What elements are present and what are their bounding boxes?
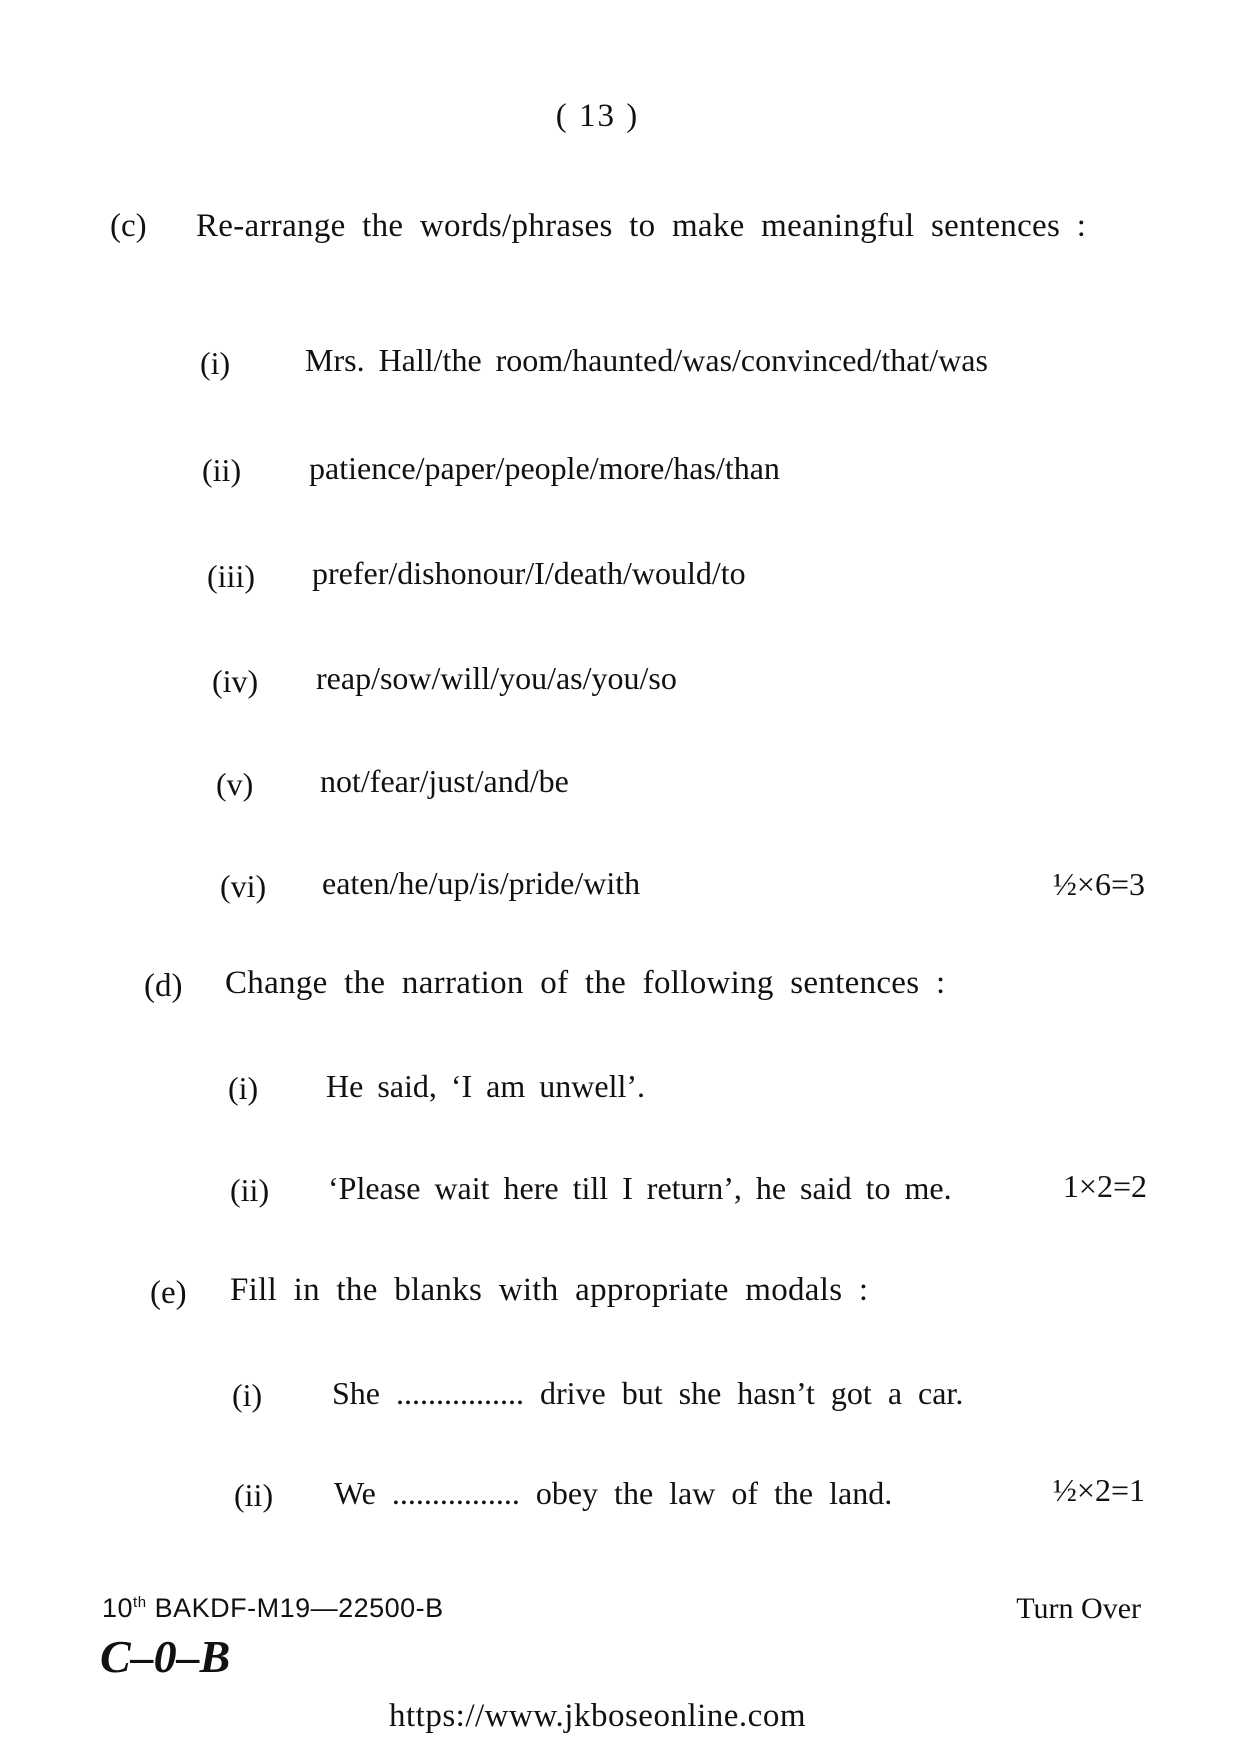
series-code: C–0–B <box>100 1631 231 1682</box>
item-d-i-label: (i) <box>228 1070 259 1106</box>
paper-code-prefix: 10 <box>102 1593 134 1623</box>
section-d-label: (d) <box>144 968 183 1004</box>
section-e-label: (e) <box>150 1275 187 1311</box>
item-c-iii-label: (iii) <box>207 558 255 594</box>
item-c-i-label: (i) <box>200 345 231 381</box>
section-d-instruction: Change the narration of the following sentences : <box>225 965 946 1001</box>
section-c-label: (c) <box>110 208 147 244</box>
item-c-v-text: not/fear/just/and/be <box>320 763 569 799</box>
item-d-ii-label: (ii) <box>230 1172 270 1208</box>
item-c-vi-text: eaten/he/up/is/pride/with <box>322 865 641 901</box>
item-e-ii-text: We ................ obey the law of the land. <box>334 1475 893 1511</box>
item-c-vi-label: (vi) <box>220 868 267 904</box>
item-d-ii-text: ‘Please wait here till I return’, he said to me. <box>328 1170 952 1206</box>
item-e-ii-label: (ii) <box>234 1477 274 1513</box>
paper-code <box>102 1593 444 1624</box>
item-c-iii-text: prefer/dishonour/I/death/would/to <box>312 555 746 591</box>
section-e-marks: ½×2=1 <box>1052 1472 1145 1508</box>
item-e-i-label: (i) <box>232 1377 263 1413</box>
item-c-ii-label: (ii) <box>202 452 242 488</box>
item-c-iv-label: (iv) <box>212 663 259 699</box>
section-e-instruction: Fill in the blanks with appropriate modals : <box>230 1272 869 1308</box>
website-url: https://www.jkboseonline.com <box>389 1698 806 1734</box>
section-c-marks: ½×6=3 <box>1052 866 1145 902</box>
section-c-instruction: Re-arrange the words/phrases to make meaningful sentences : <box>196 208 1087 244</box>
item-c-i-text: Mrs. Hall/the room/haunted/was/convinced/that/was <box>305 342 988 378</box>
item-e-i-text: She ................ drive but she hasn’t got a car. <box>332 1375 964 1411</box>
item-c-v-label: (v) <box>216 766 254 802</box>
section-d-marks: 1×2=2 <box>1062 1168 1147 1204</box>
paper-code-rest: BAKDF-M19—22500-B <box>146 1593 444 1623</box>
page-number: ( 13 ) <box>555 98 640 134</box>
item-c-ii-text: patience/paper/people/more/has/than <box>309 450 780 486</box>
item-c-iv-text: reap/sow/will/you/as/you/so <box>316 660 677 696</box>
item-d-i-text: He said, ‘I am unwell’. <box>326 1068 646 1104</box>
paper-code-sup: th <box>133 1594 147 1611</box>
turn-over-label: Turn Over <box>1016 1592 1141 1625</box>
